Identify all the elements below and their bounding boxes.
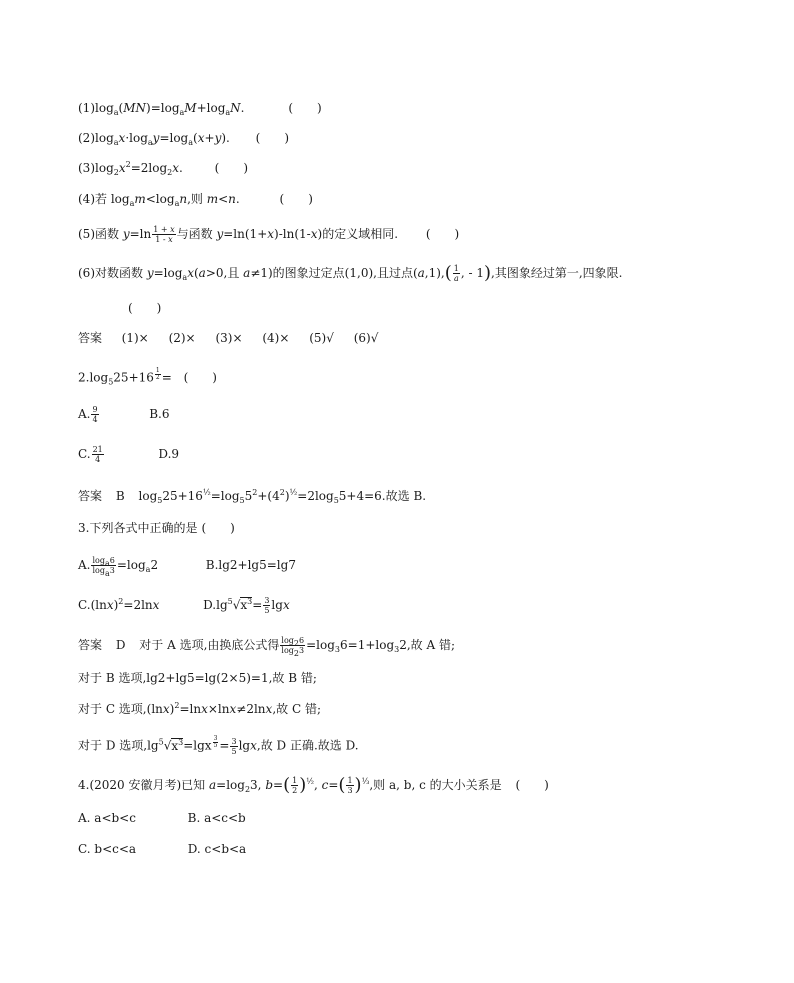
item-number: (5) [78,227,95,241]
q1-item-5: (5)函数 y=ln $\frac{1 + x}{1 - x}$ 与函数 y=ln(1+x)-ln(1-x)的定义域相同. ( ) [78,225,460,244]
q1-item-3: $(3)\log_2x^2=2\log_2x$. ( ) [78,160,249,177]
q1-item-4: (4)若 $\log_am<\log_an$,则 m<n. ( ) [78,192,313,208]
option-d: D.9 [158,447,180,461]
q3-answer-line-4: 对于 D 选项$,\lg^5√x^3=\lg x$ $^{\frac{3}{5}}$ = $\frac{3}{5}$ lgx,故 D 正确.故选 D. [78,735,359,756]
item-number: (4) [78,192,95,206]
q3-answer-line-3: 对于 C 选项$,(\ln x)^2=\ln x\times\ln x\ne 2\ln x$,故 C 错; [78,701,321,716]
q3-stem: 3.下列各式中正确的是 ( ) [78,521,235,535]
option-b: B.6 [149,407,170,421]
answer-label: 答案 [78,489,103,503]
answer-blank: ( ) [128,301,162,315]
q2-stem: $2.\log_525+16$ $^{\frac{1}{2}}$ = ( ) [78,367,217,387]
answer-blank: ( ) [425,227,460,241]
answer-blank: ( ) [255,131,290,145]
option-c: C. $\frac{21}{4}$ [78,445,103,464]
option-a: A. a<b<c [78,811,136,825]
q3-options-ab [78,556,296,578]
q1-item-1: $(1)\log_a(MN)=\log_aM+\log_aN$. ( ) [78,101,322,117]
answer-blank: ( ) [279,192,313,206]
option-b: B. a<c<b [187,811,246,825]
option-c: $C.(\ln x)^2=2\ln x$ [78,597,160,612]
q1-item-6-blank [128,300,161,316]
q3-answer-line-1: 答案 D 对于 A 选项,由换底公式得 $\frac{\log_26}{\log_23}$ $=\log_36=1+\log_32$,故 A 错; [78,636,456,658]
q2-options-ab [78,405,170,424]
q4-stem: 4.(2020 安徽月考)已知 $a=\log_23$, b=( $\frac{1}{2}$ )$^{\frac{1}{2}}$, c=( $\frac{1}{3}$ )$^{\frac{1}{3}}$,则 a, b, c 的大小关系是 ( ) [78,774,549,796]
item-number: (3) [78,161,95,175]
answer-blank: ( ) [214,161,249,175]
q3-options-cd [78,596,290,615]
answer-blank: ( ) [201,521,235,535]
item-number: (1) [78,101,95,115]
answer-blank: ( ) [515,778,549,792]
q2-options-cd [78,445,179,464]
q3-answer-line-2: 对于 B 选项,lg2+lg5=lg(2×5)=1,故 B 错; [78,671,317,685]
q1-answer: 答案 (1)× (2)× (3)× (4)× (5)√ (6)√ [78,331,379,345]
fraction: $\frac{1 + x}{1 - x}$ [153,225,175,244]
answer-label: 答案 [78,638,103,652]
q1-item-6: (6)对数函数 $y=\log_ax(a>0$,且 a≠1)的图象过定点(1,0),且过点(a,1),( $\frac{1}{a}$ , - 1),其图象经过第一,四象限. [78,262,623,284]
item-number: (2) [78,131,95,145]
answer-label: 答案 [78,331,103,345]
q2-answer: 答案 B $\log_525+16^{\frac{1}{2}}=\log_55^2+(4^2)^{\frac{1}{2}}=2\log_55+4=6$.故选 B. [78,488,427,505]
option-c: C. b<c<a [78,842,137,856]
option-b: B.lg2+lg5=lg7 [205,558,296,572]
option-a: A. $\frac{\log_a6}{\log_a3}$ $=\log_a2$ [78,556,159,578]
option-d: D. c<b<a [187,842,247,856]
q4-options-cd [78,841,246,857]
option-d: $D.\lg^5√x^3=$ $\frac{3}{5}$ lgx [203,596,290,615]
item-number: (6) [78,266,95,280]
option-a: A. $\frac{9}{4}$ [78,405,98,424]
answer-blank: ( ) [183,370,217,385]
q1-item-2: $(2)\log_ax\cdot\log_ay=\log_a(x+y)$. ( ) [78,131,290,147]
answer-blank: ( ) [288,101,322,115]
q4-options-ab [78,810,246,826]
